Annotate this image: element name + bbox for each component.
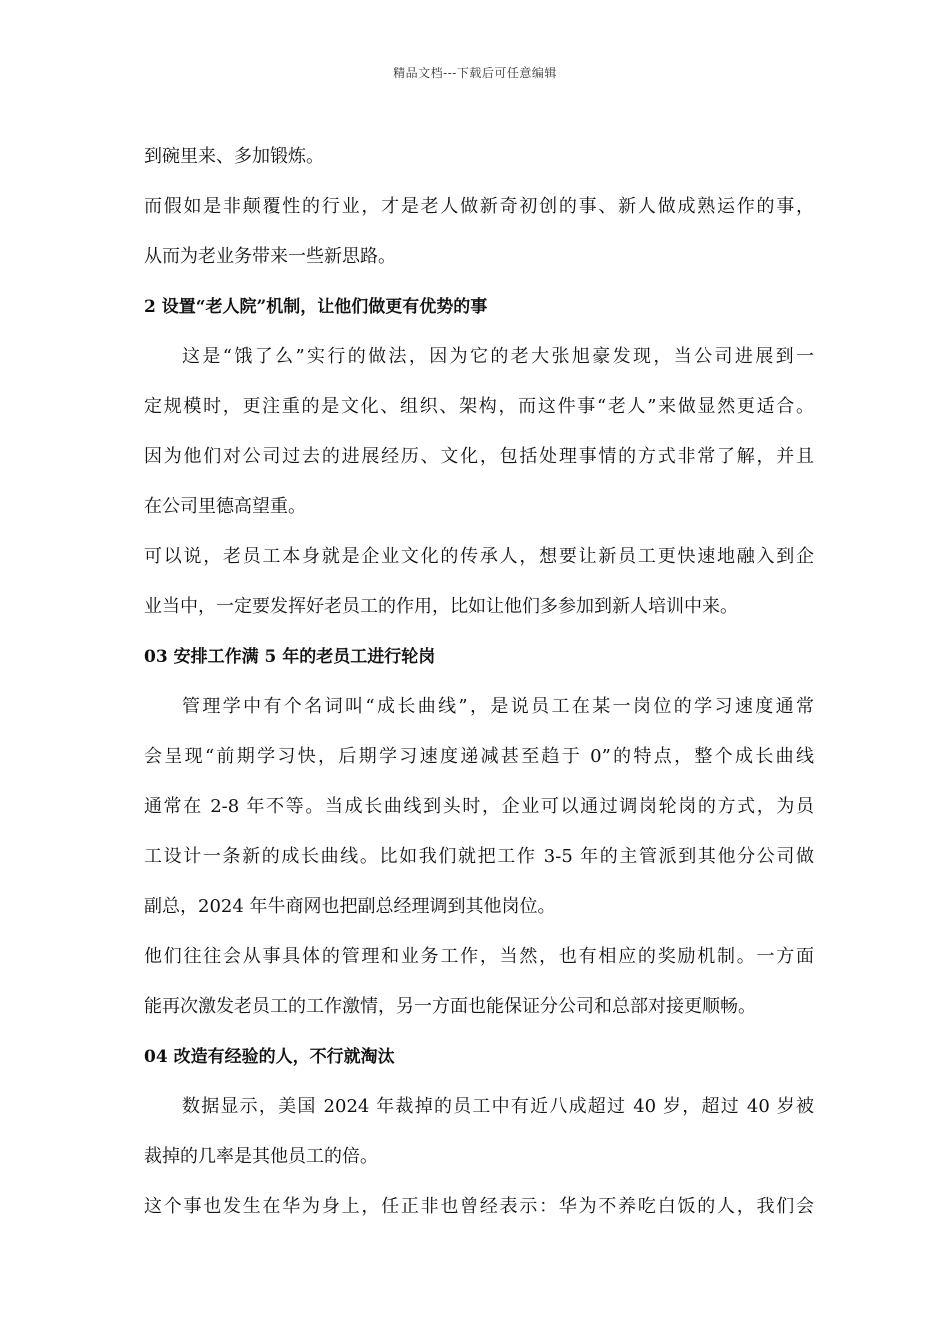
- text-line: 会呈现“前期学习快，后期学习速度递减甚至趋于 0”的特点，整个成长曲线: [144, 746, 814, 767]
- text-line: 这是“饿了么”实行的做法，因为它的老大张旭豪发现，当公司进展到一: [182, 346, 814, 367]
- text-line: 工设计一条新的成长曲线。比如我们就把工作 3-5 年的主管派到其他分公司做: [144, 846, 814, 867]
- text-line: 能再次激发老员工的工作激情，另一方面也能保证分公司和总部对接更顺畅。: [144, 996, 756, 1017]
- text-line: 通常在 2-8 年不等。当成长曲线到头时，企业可以通过调岗轮岗的方式，为员: [144, 796, 814, 817]
- text-line: 在公司里德高望重。: [144, 496, 306, 517]
- text-line: 他们往往会从事具体的管理和业务工作，当然，也有相应的奖励机制。一方面: [144, 946, 814, 967]
- section-heading: 03 安排工作满 5 年的老员工进行轮岗: [144, 647, 436, 667]
- document-body: [144, 132, 814, 1232]
- text-line: 业当中，一定要发挥好老员工的作用，比如让他们多参加到新人培训中来。: [144, 596, 738, 617]
- text-line: 从而为老业务带来一些新思路。: [144, 246, 396, 267]
- text-line: 数据显示，美国 2024 年裁掉的员工中有近八成超过 40 岁，超过 40 岁被: [182, 1096, 814, 1117]
- section-heading: 04 改造有经验的人，不行就淘汰: [144, 1047, 395, 1067]
- text-line: 这个事也发生在华为身上，任正非也曾经表示：华为不养吃白饭的人，我们会: [144, 1196, 814, 1217]
- page-header: 精品文档---下载后可任意编辑: [393, 66, 557, 80]
- text-line: 可以说，老员工本身就是企业文化的传承人，想要让新员工更快速地融入到企: [144, 546, 814, 567]
- text-line: 裁掉的几率是其他员工的倍。: [144, 1146, 378, 1167]
- section-heading: 2 设置“老人院”机制，让他们做更有优势的事: [144, 297, 488, 317]
- text-line: 因为他们对公司过去的进展经历、文化，包括处理事情的方式非常了解，并且: [144, 446, 814, 467]
- text-line: 而假如是非颠覆性的行业，才是老人做新奇初创的事、新人做成熟运作的事，: [144, 196, 814, 217]
- text-line: 定规模时，更注重的是文化、组织、架构，而这件事“老人”来做显然更适合。: [144, 396, 814, 417]
- text-line: 管理学中有个名词叫“成长曲线”，是说员工在某一岗位的学习速度通常: [182, 696, 814, 717]
- text-line: 到碗里来、多加锻炼。: [144, 146, 324, 167]
- text-line: 副总，2024 年牛商网也把副总经理调到其他岗位。: [144, 896, 556, 917]
